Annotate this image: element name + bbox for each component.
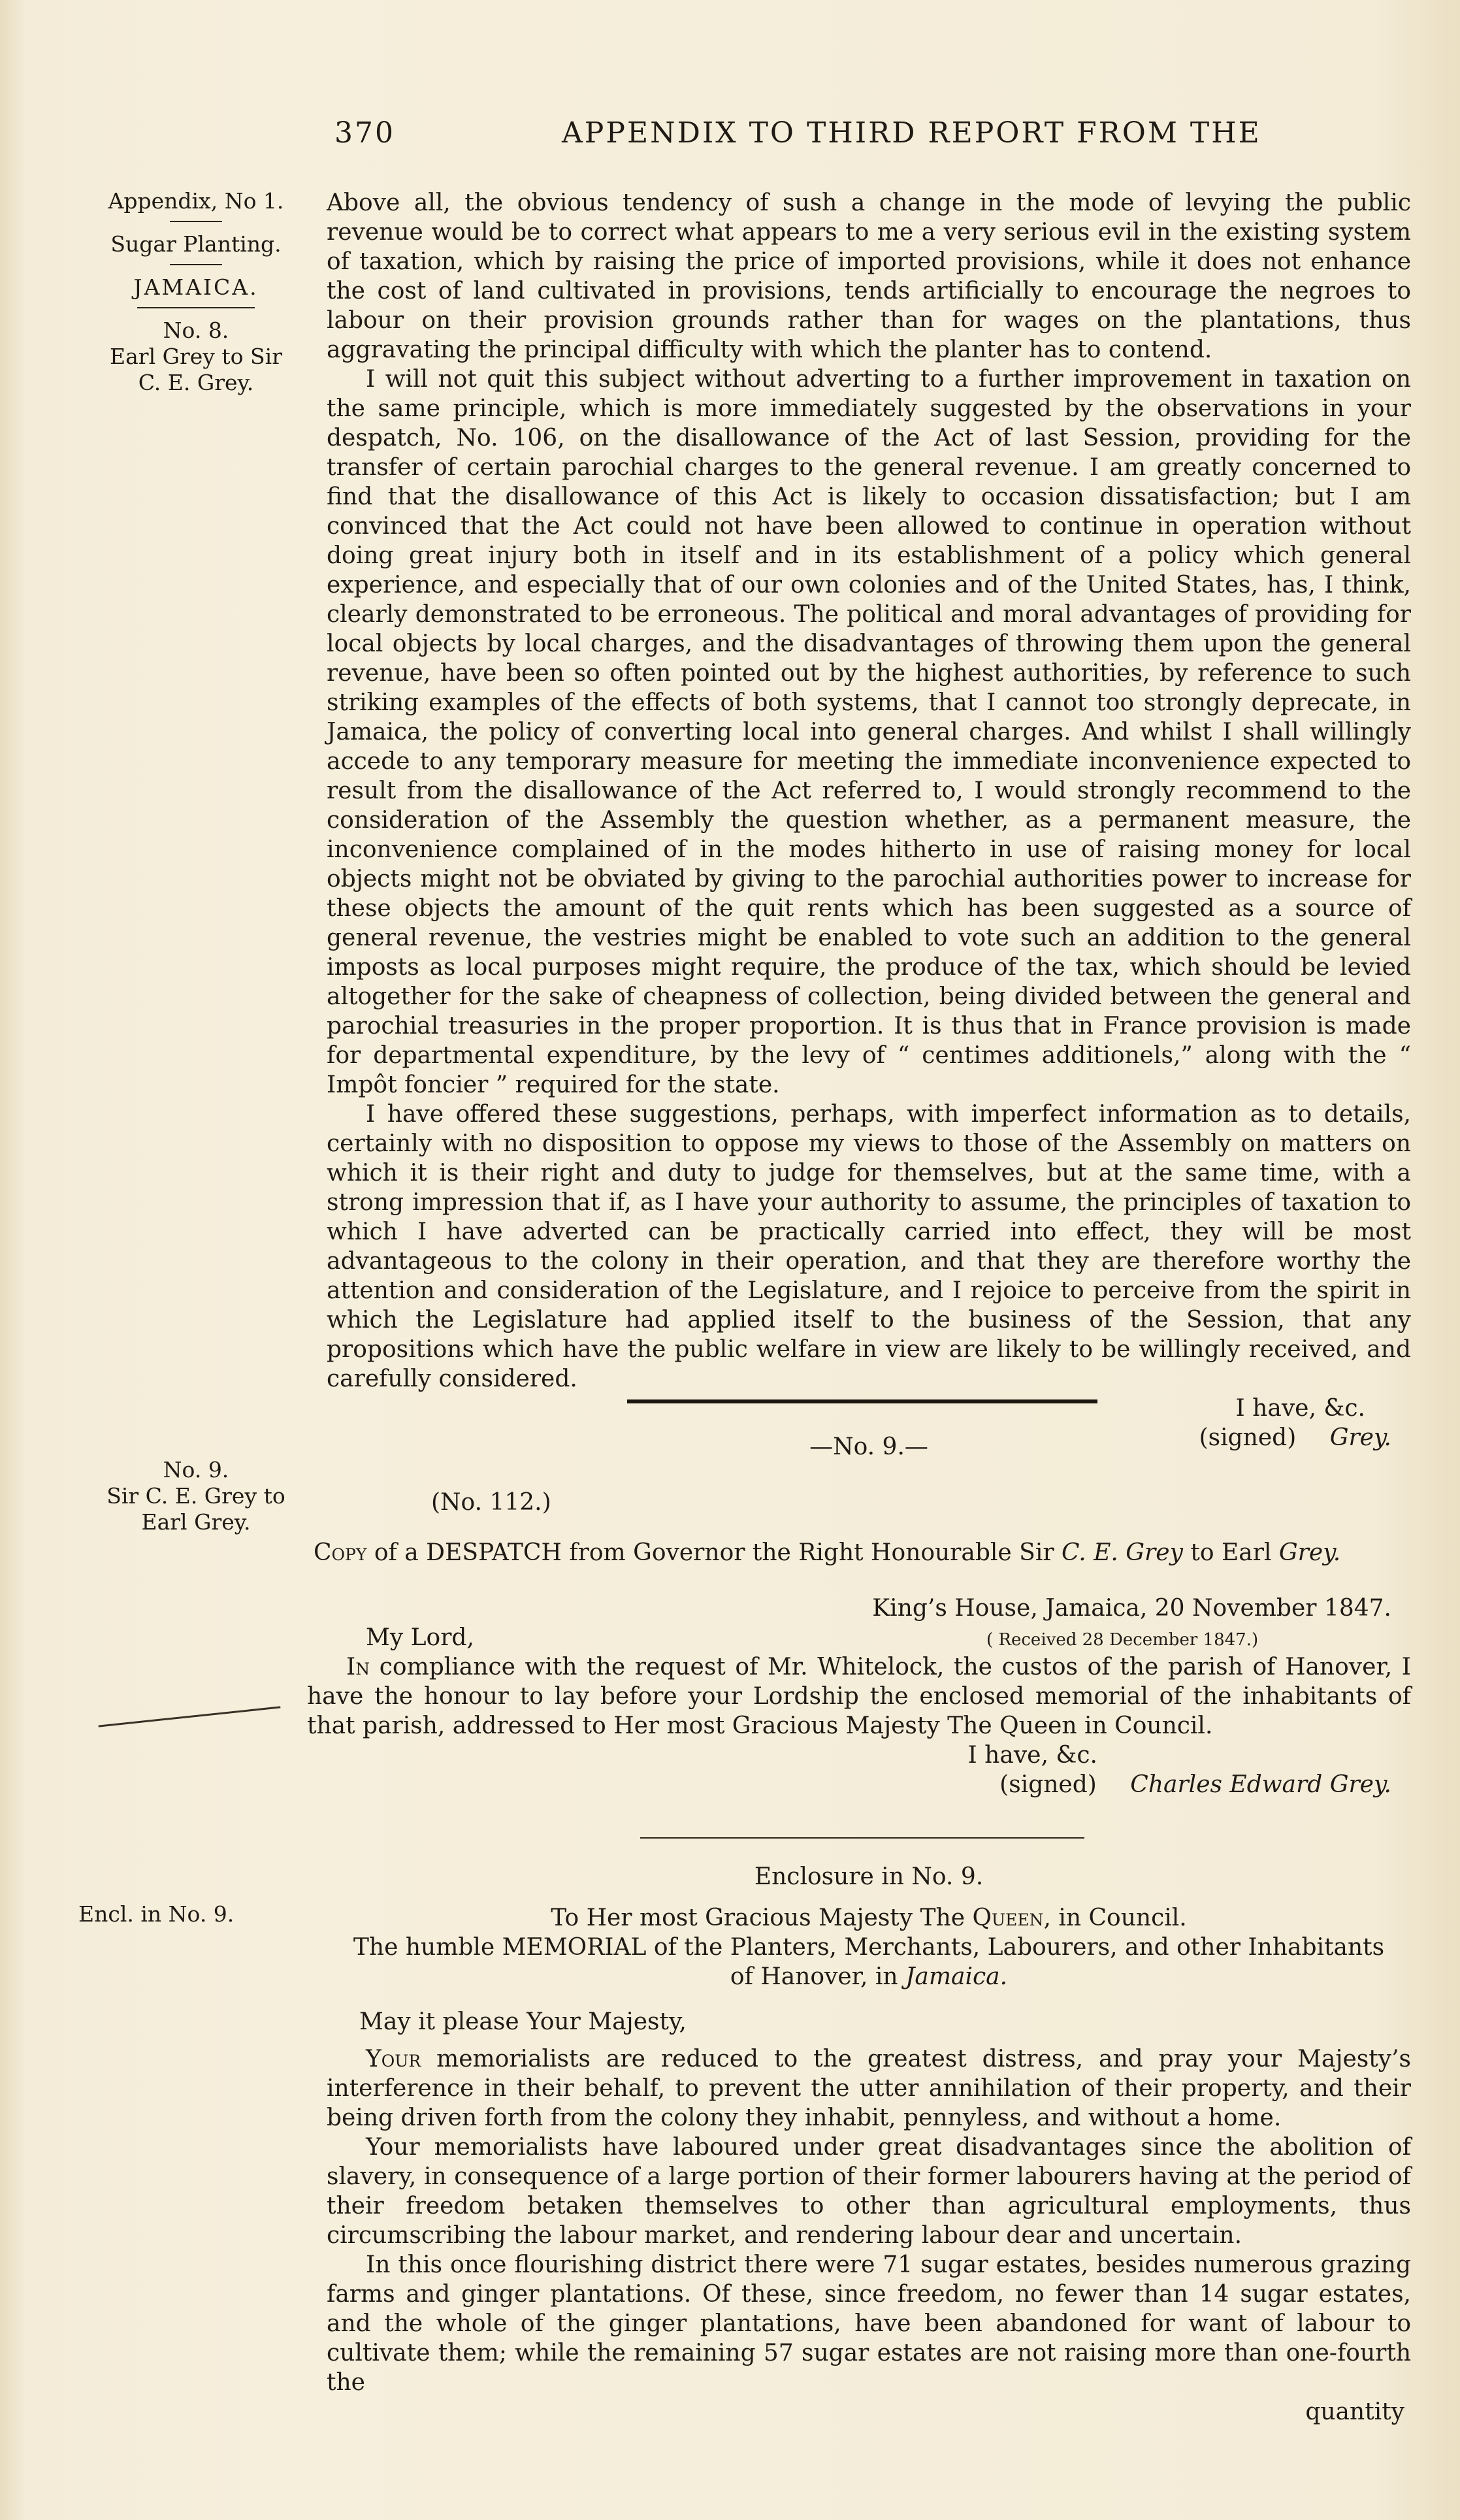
addressee-text: , in Council. bbox=[1043, 1905, 1187, 1931]
margin-colony: JAMAICA. bbox=[133, 274, 259, 300]
section-divider bbox=[627, 1399, 1097, 1403]
margin-note-top bbox=[85, 188, 307, 396]
despatch-title bbox=[314, 1538, 1411, 1567]
margin-rule bbox=[170, 221, 222, 222]
received-date: ( Received 28 December 1847.) bbox=[986, 1630, 1259, 1650]
place-date: King’s House, Jamaica, 20 November 1847. bbox=[872, 1595, 1391, 1622]
margin-note-mid bbox=[85, 1457, 307, 1535]
despatch-number: (No. 112.) bbox=[431, 1489, 551, 1516]
despatch-heading: —No. 9.— bbox=[809, 1433, 928, 1460]
margin-note-bottom bbox=[78, 1901, 300, 1927]
signed-label: (signed) bbox=[1199, 1424, 1297, 1451]
drop-word: Your bbox=[366, 2046, 421, 2072]
margin-from-to-2: C. E. Grey. bbox=[138, 370, 254, 395]
memorial-paragraph: Your memorialists have laboured under great disadvantages since the abolition of slavery, in consequence of a large portion of their former labourers having at the period of their freedom betaken themselves to other than agricultural employments, thus circumscribing the labour market, and rendering labour dear and uncertain. bbox=[327, 2134, 1411, 2249]
title-text: to Earl bbox=[1182, 1539, 1279, 1566]
despatch-9 bbox=[307, 1432, 1411, 1799]
memorial-text: of Hanover, in bbox=[730, 1963, 905, 1990]
margin-from-to-1: Sir C. E. Grey to bbox=[106, 1483, 285, 1509]
addressee-queen: Queen bbox=[972, 1905, 1044, 1931]
margin-doc-no: No. 8. bbox=[163, 318, 229, 343]
margin-from-to-2: Earl Grey. bbox=[141, 1509, 251, 1535]
running-title: APPENDIX TO THIRD REPORT FROM THE bbox=[562, 116, 1261, 150]
margin-rule bbox=[137, 307, 255, 308]
memorial-word: MEMORIAL bbox=[502, 1934, 647, 1961]
signature-line bbox=[327, 1770, 1411, 1799]
signer: Grey. bbox=[1329, 1424, 1391, 1451]
title-to-name: Grey. bbox=[1278, 1539, 1341, 1566]
memorial-place: Jamaica. bbox=[905, 1963, 1008, 1990]
memorial-title bbox=[327, 1933, 1411, 1962]
title-despatch-word: DESPATCH bbox=[426, 1539, 562, 1566]
title-text: of a bbox=[366, 1539, 427, 1566]
salutation-row bbox=[327, 1623, 1411, 1652]
memorial-text: The humble bbox=[353, 1934, 502, 1961]
title-text: from Governor the Right Honourable Sir bbox=[561, 1539, 1062, 1566]
paragraph-text: memorialists are reduced to the greatest distress, and pray your Majesty’s interference in their behalf, to prevent the utter annihilation of their property, and their being driven forth from the colony they inhabit, pennyless, and without a home. bbox=[327, 2046, 1411, 2131]
enclosure-heading: Enclosure in No. 9. bbox=[754, 1863, 984, 1890]
body-text: compliance with the request of Mr. Whitelock, the custos of the parish of Hanover, I have the honour to lay before your Lordship the enclosed memorial of the inhabitants of that parish, addressed to Her most Gracious Majesty The Queen in Council. bbox=[307, 1654, 1411, 1739]
signed-label: (signed) bbox=[999, 1771, 1097, 1798]
memorial-text: of the Planters, Merchants, Labourers, and other Inhabitants bbox=[646, 1934, 1385, 1961]
addressee bbox=[327, 1903, 1411, 1933]
margin-doc-no: No. 9. bbox=[163, 1457, 229, 1482]
title-from-name: C. E. Grey bbox=[1061, 1539, 1183, 1566]
addressee-text: To Her most Gracious Majesty The bbox=[551, 1905, 973, 1931]
margin-appendix: Appendix, No 1. bbox=[108, 188, 284, 214]
memorial-paragraph: In this once flourishing district there were 71 sugar estates, besides numerous grazing farms and ginger plantations. Of these, since freedom, no fewer than 14 sugar estates, and the whole of the ginger plantations, have been abandoned for want of labour to cultivate them; while the remaining 57 sugar estates are not raising more than one-fourth the bbox=[327, 2251, 1411, 2396]
closing: I have, &c. bbox=[1235, 1395, 1365, 1422]
despatch-body bbox=[307, 1652, 1411, 1741]
memorial-paragraph bbox=[327, 2044, 1411, 2133]
margin-encl: Encl. in No. 9. bbox=[78, 1901, 235, 1927]
closing: I have, &c. bbox=[967, 1742, 1097, 1769]
paragraph: I have offered these suggestions, perhaps, with imperfect information as to details, certainly with no disposition to oppose my views to those of the Assembly on matters on which it is their right and duty to judge for themselves, but at the same time, with a strong impression that if, as I have your authority to assume, the principles of taxation to which I have adverted can be practically carried into effect, they will be most advantageous to the colony in their operation, and that they are therefore worthy the attention and consideration of the Legislature, and I rejoice to perceive from the spirit in which the Legislature had applied itself to the business of the Session, that any propositions which have the public welfare in view are likely to be willingly received, and carefully considered. bbox=[327, 1101, 1411, 1392]
pen-stroke bbox=[99, 1706, 281, 1727]
copy-word: Copy bbox=[314, 1539, 367, 1566]
catchword: quantity bbox=[1305, 2398, 1404, 2425]
signer: Charles Edward Grey. bbox=[1130, 1771, 1391, 1798]
page-number: 370 bbox=[334, 116, 395, 150]
despatch-8-body bbox=[327, 188, 1411, 1452]
enclosure bbox=[327, 1862, 1411, 2427]
drop-word: In bbox=[346, 1654, 370, 1680]
paragraph: I will not quit this subject without adverting to a further improvement in taxation on the same principle, which is more immediately suggested by the observations in your despatch, No. 106, on the disallowance of the Act of last Session, providing for the transfer of certain parochial charges to the general revenue. I am greatly concerned to find that the disallowance of this Act is likely to occasion dissatisfaction; but I am convinced that the Act could not have been allowed to continue in operation without doing great injury both in itself and in its establishment of a policy which general experience, and especially that of our own colonies and of the United States, has, I think, clearly demonstrated to be erroneous. The political and moral advantages of providing for local objects by local charges, and the disadvantages of throwing them upon the general revenue, have been so often pointed out by the highest authorities, by reference to such striking examples of the effects of both systems, that I cannot too strongly deprecate, in Jamaica, the policy of converting local into general charges. And whilst I shall willingly accede to any temporary measure for meeting the immediate inconvenience expected to result from the disallowance of the Act referred to, I would strongly recommend to the consideration of the Assembly the question whether, as a permanent measure, the inconvenience complained of in the modes hitherto in use of raising money for local objects might not be obviated by giving to the parochial authorities power to increase for these objects the amount of the quit rents which has been suggested as a source of general revenue, the vestries might be enabled to vote such an addition to the general imposts as local purposes might require, the produce of the tax, which should be levied altogether for the sake of cheapness of collection, being divided between the general and parochial treasuries in the proper proportion. It is thus that in France provision is made for departmental expenditure, by the levy of “ centimes additionels,” along with the “ Impôt foncier ” required for the state. bbox=[327, 366, 1411, 1098]
margin-rule bbox=[170, 264, 222, 265]
section-divider bbox=[640, 1837, 1084, 1839]
memorial-title-2 bbox=[327, 1962, 1411, 1991]
margin-section: Sugar Planting. bbox=[110, 231, 282, 257]
margin-from-to-1: Earl Grey to Sir bbox=[110, 344, 282, 369]
paragraph: Above all, the obvious tendency of sush a change in the mode of levying the public revenue would be to correct what appears to me a very serious evil in the existing system of taxation, which by raising the price of imported provisions, while it does not enhance the cost of land cultivated in provisions, tends artificially to encourage the negroes to labour on their provision grounds rather than for wages on the plantations, thus aggravating the principal difficulty with which the planter has to contend. bbox=[327, 189, 1411, 363]
salutation: My Lord, bbox=[366, 1624, 474, 1651]
memorial-salutation: May it please Your Majesty, bbox=[359, 2008, 687, 2035]
